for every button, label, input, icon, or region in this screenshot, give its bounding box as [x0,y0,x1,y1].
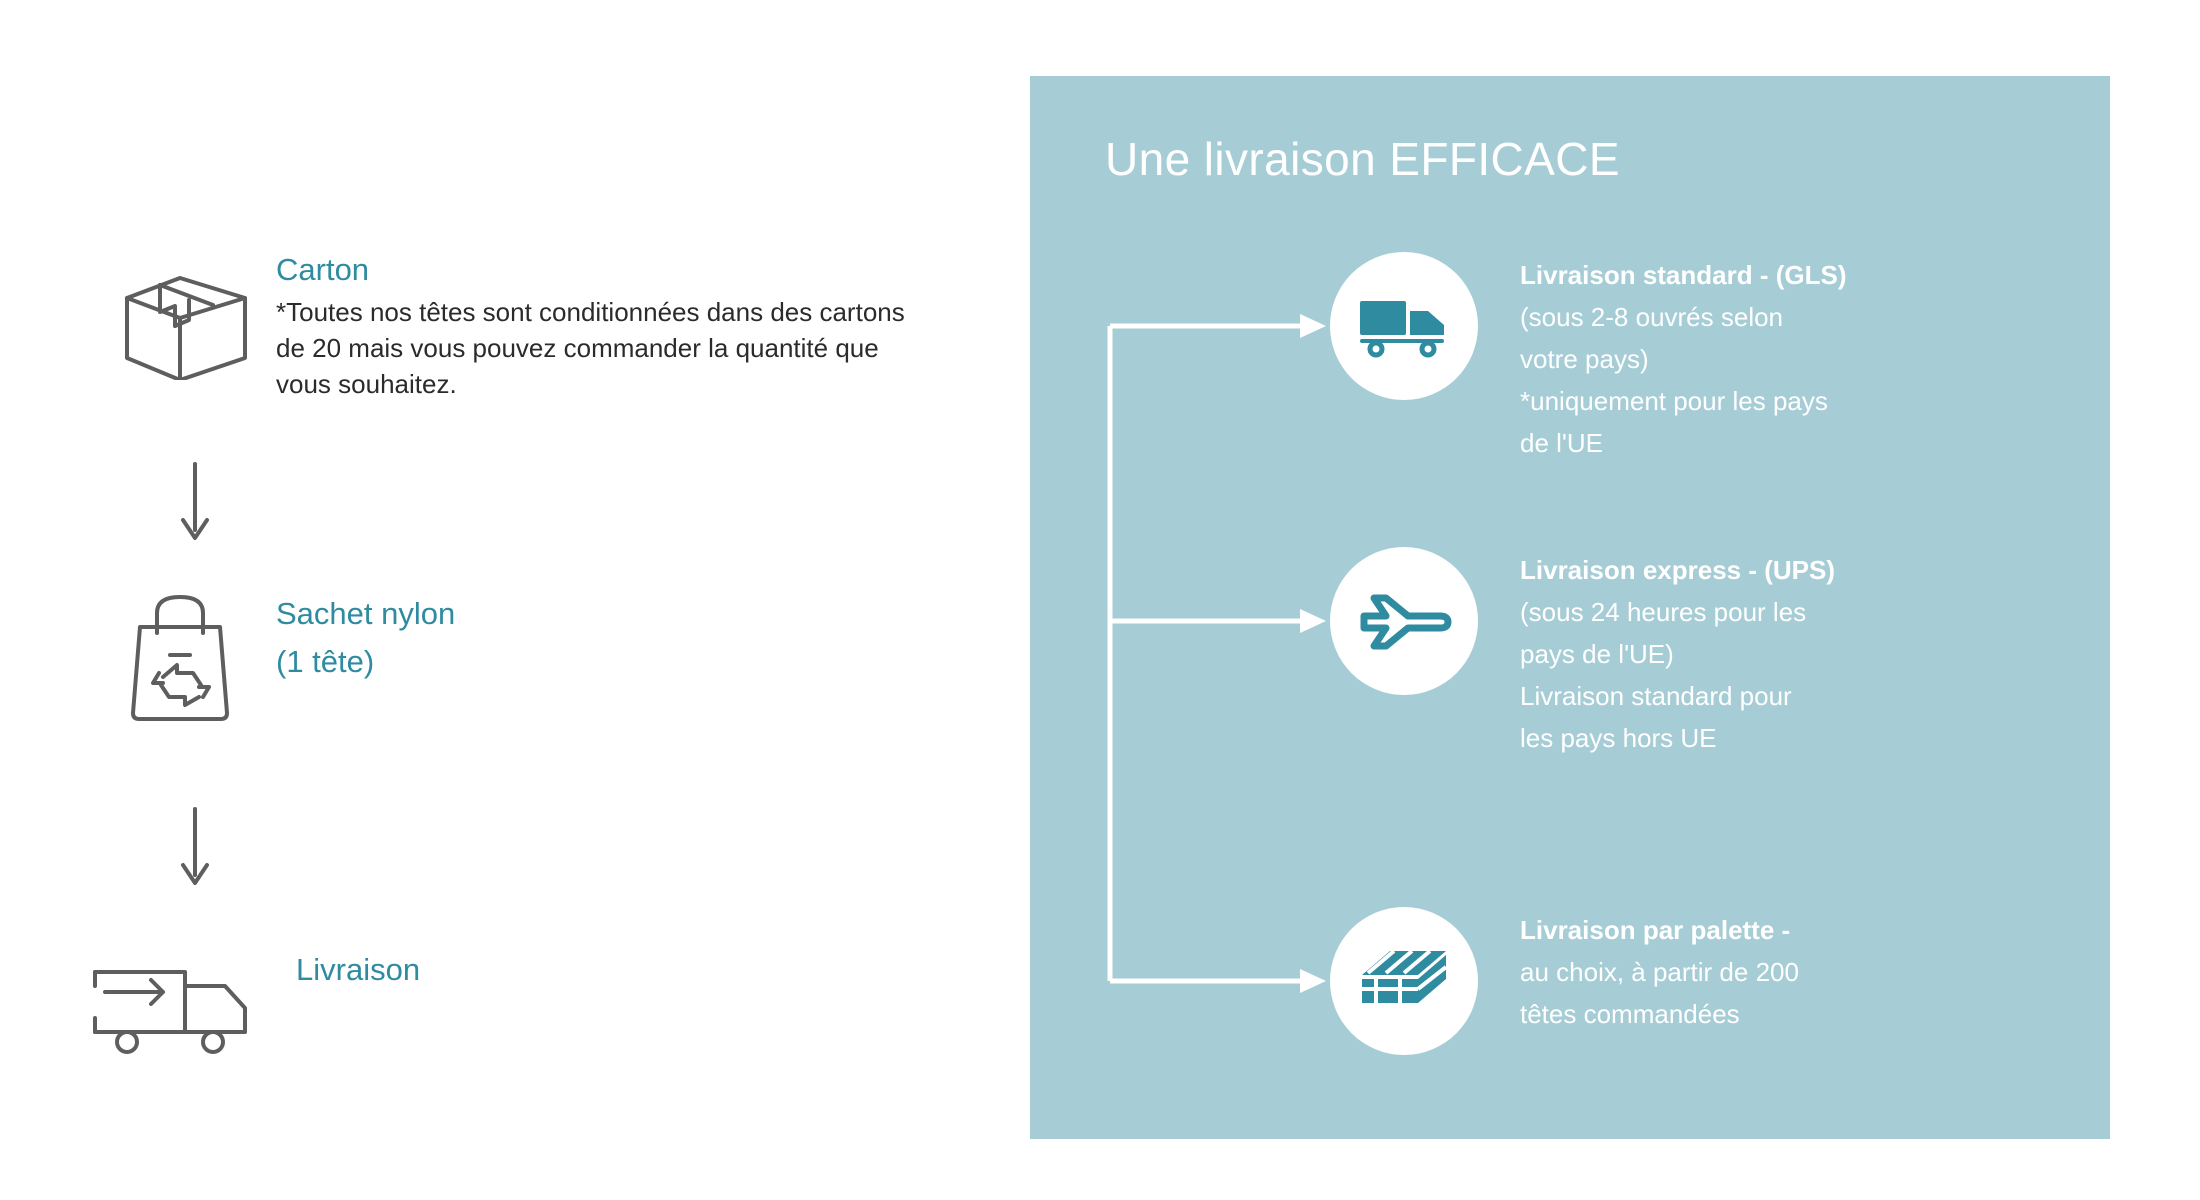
flow-arrow-down-2 [175,805,215,895]
flow-step-livraison [80,930,420,1080]
livraison-step-text [280,930,420,994]
standard-line-3: *uniquement pour les pays [1520,386,1828,416]
palette-text [1478,907,1799,1035]
panel-title: Une livraison EFFICACE [1105,133,1620,185]
sachet-step-text [260,580,455,686]
flow-step-carton [100,240,916,402]
packaging-flow-column [0,0,1010,1200]
express-text [1478,547,1835,759]
carton-description: *Toutes nos têtes sont conditionnées dans des cartons de 20 mais vous pouvez commander la quantité que vous souhaitez. [276,297,905,399]
flow-step-sachet [100,580,455,730]
express-heading: Livraison express - (UPS) [1520,555,1835,585]
delivery-option-standard [1330,252,2090,464]
standard-heading: Livraison standard - (GLS) [1520,260,1847,290]
carton-step-text [260,240,916,402]
express-line-2: pays de l'UE) [1520,639,1674,669]
nylon-bag-recycle-icon [100,580,260,730]
livraison-title: Livraison [296,952,421,987]
express-line-4: les pays hors UE [1520,723,1717,753]
truck-icon [1330,252,1478,400]
standard-line-4: de l'UE [1520,428,1604,458]
sachet-subtitle: (1 tête) [276,644,375,679]
palette-heading: Livraison par palette - [1520,915,1791,945]
delivery-option-express [1330,547,2090,759]
pallet-icon [1330,907,1478,1055]
sachet-title: Sachet nylon [276,596,456,631]
carton-box-icon [100,240,260,390]
standard-line-1: (sous 2-8 ouvrés selon [1520,302,1784,332]
palette-line-1: au choix, à partir de 200 [1520,957,1799,987]
standard-text [1478,252,1847,464]
flow-arrow-down-1 [175,460,215,550]
carton-title: Carton [276,252,370,287]
express-line-1: (sous 24 heures pour les [1520,597,1807,627]
delivery-truck-icon [80,930,280,1080]
express-line-3: Livraison standard pour [1520,681,1792,711]
palette-line-2: têtes commandées [1520,999,1740,1029]
delivery-option-palette [1330,907,2090,1055]
standard-line-2: votre pays) [1520,344,1649,374]
delivery-panel [1030,76,2110,1139]
airplane-icon [1330,547,1478,695]
